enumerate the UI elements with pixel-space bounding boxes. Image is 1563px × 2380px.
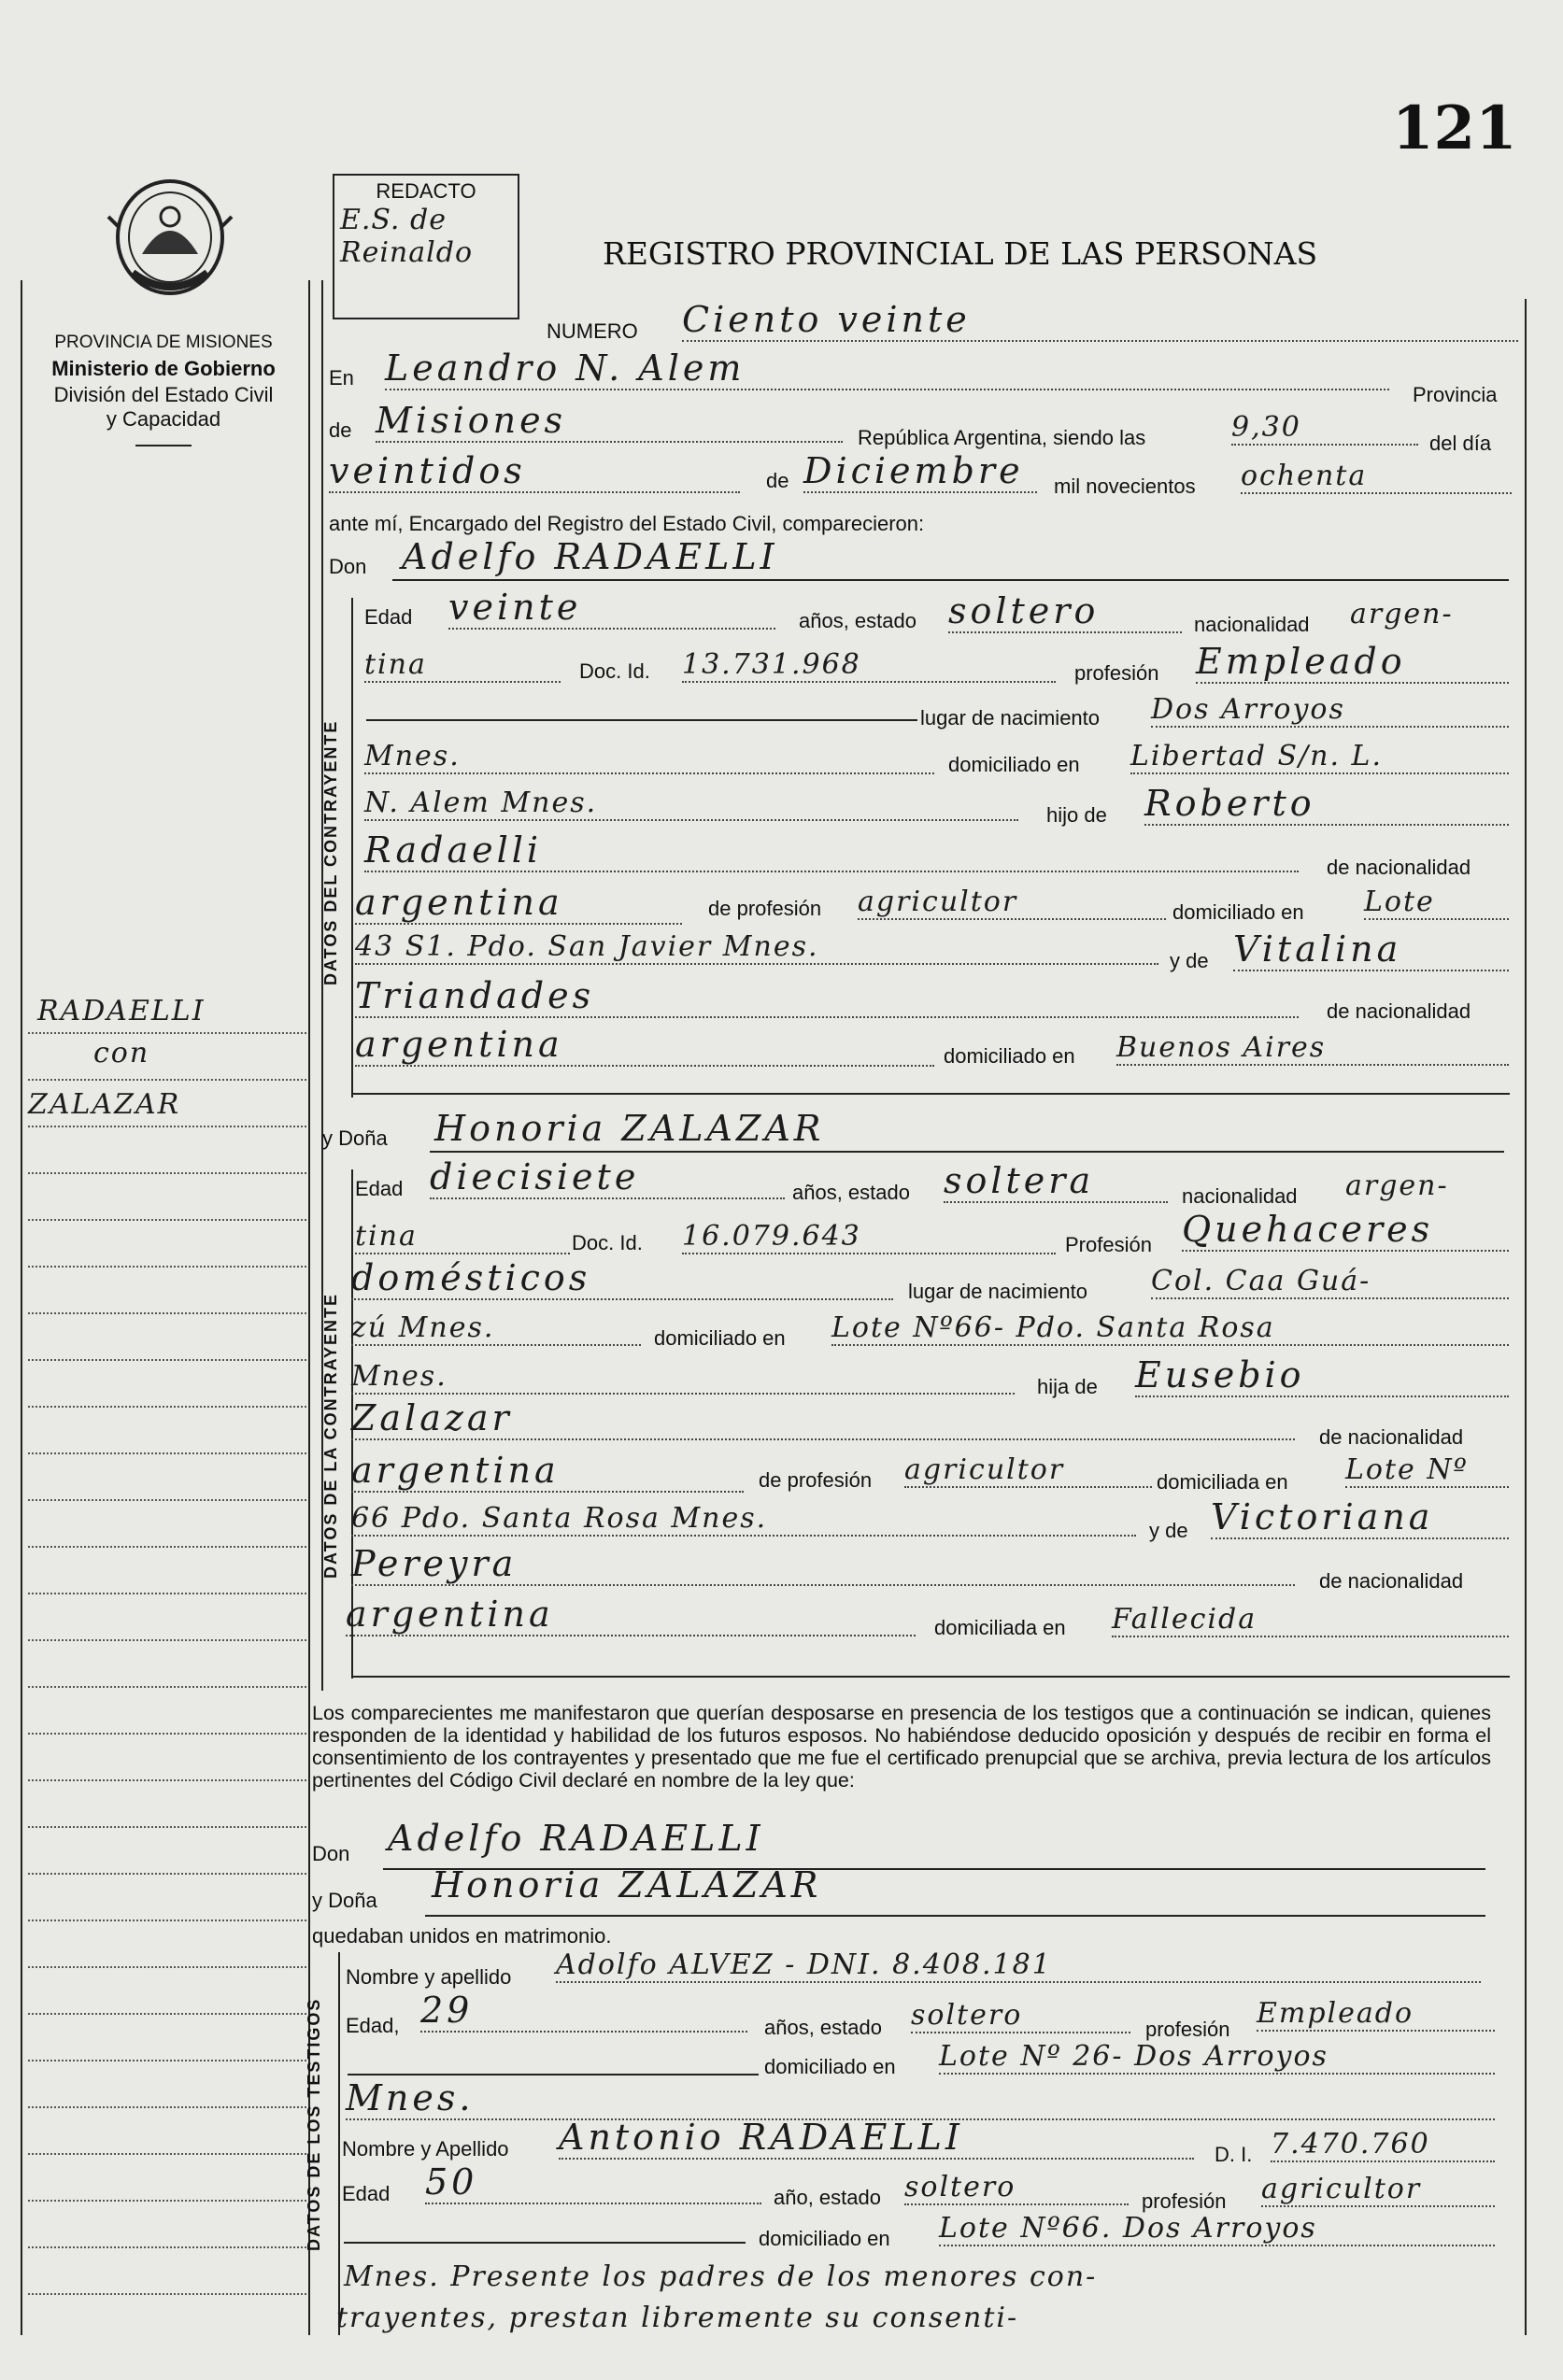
groom-padre-dom: Lote bbox=[1364, 885, 1509, 920]
groom-estado: soltero bbox=[948, 590, 1182, 633]
groom-hijo-label: hijo de bbox=[1046, 803, 1107, 827]
w1-dom-2: Mnes. bbox=[346, 2077, 1495, 2120]
w2-name: Antonio RADAELLI bbox=[559, 2117, 1194, 2160]
bride-hija-label: hija de bbox=[1037, 1375, 1098, 1398]
groom-lugar-2: Mnes. bbox=[364, 740, 934, 774]
groom-padre-nac-label: de nacionalidad bbox=[1327, 856, 1471, 879]
bride-padre-2: Zalazar bbox=[351, 1397, 1295, 1440]
bride-edad-label: Edad bbox=[355, 1177, 404, 1200]
groom-edad-label: Edad bbox=[364, 605, 413, 629]
bride-section-label: DATOS DE LA CONTRAYENTE bbox=[321, 1292, 340, 1579]
w2-di-label: D. I. bbox=[1215, 2143, 1253, 2166]
page-number: 121 bbox=[1392, 93, 1517, 163]
groom-madre: Vitalina bbox=[1233, 928, 1509, 971]
w1-name-label: Nombre y apellido bbox=[346, 1965, 512, 1989]
groom-edad: veinte bbox=[448, 587, 775, 630]
w1-prof: Empleado bbox=[1257, 1997, 1495, 2032]
day-value: veintidos bbox=[329, 450, 740, 493]
ante-label: ante mí, Encargado del Registro del Estado Civil, comparecieron: bbox=[329, 512, 925, 535]
division-label-2: y Capacidad bbox=[106, 407, 221, 431]
numero-label: NUMERO bbox=[547, 319, 638, 343]
statement-don-name: Adelfo RADAELLI bbox=[388, 1818, 764, 1859]
margin-note-line3: ZALAZAR bbox=[28, 1088, 181, 1121]
bride-nac-label: nacionalidad bbox=[1182, 1184, 1298, 1208]
groom-padre-prof: agricultor bbox=[858, 885, 1166, 920]
w2-name-label: Nombre y Apellido bbox=[342, 2137, 509, 2160]
republica-label: República Argentina, siendo las bbox=[858, 426, 1146, 449]
groom-madre-nac: argentina bbox=[355, 1024, 934, 1067]
don-label: Don bbox=[329, 555, 367, 578]
groom-lugar: Dos Arroyos bbox=[1151, 693, 1509, 728]
redacto-value-2: Reinaldo bbox=[340, 236, 474, 269]
bride-profesion: Quehaceres bbox=[1182, 1209, 1509, 1252]
groom-section-label: DATOS DEL CONTRAYENTE bbox=[321, 719, 340, 985]
statement-quedaban: quedaban unidos en matrimonio. bbox=[312, 1924, 612, 1948]
statement-paragraph: Los comparecientes me manifestaron que querían desposarse en presencia de los testigos que a continuación se indican, quienes responden de la identidad y habilidad de los futuros esposos. No habiéndose deducido oposición y después de recibir en forma el consentimiento de los contrayentes y presentado que me fue el certificado prenupcial que se archiva, previa lectura de los artículos pertinentes del Código Civil declaré en nombre de la ley que: bbox=[312, 1702, 1491, 1792]
margin-note-line1: RADAELLI bbox=[37, 995, 206, 1027]
groom-padre: Roberto bbox=[1144, 783, 1509, 826]
ministry-label: Ministerio de Gobierno bbox=[51, 357, 276, 380]
bride-estado: soltera bbox=[944, 1160, 1168, 1203]
bride-domicilio-label: domiciliado en bbox=[654, 1326, 786, 1350]
bride-domicilio-2: Mnes. bbox=[351, 1360, 1015, 1395]
bride-padre-nac-label: de nacionalidad bbox=[1319, 1425, 1464, 1449]
redacto-label: REDACTO bbox=[376, 179, 476, 203]
w2-prof: agricultor bbox=[1261, 2173, 1495, 2207]
w2-dom-label: domiciliado en bbox=[759, 2227, 890, 2250]
groom-doc: 13.731.968 bbox=[682, 648, 1056, 683]
groom-madre-dom-label: domiciliado en bbox=[944, 1044, 1075, 1068]
statement-don-label: Don bbox=[312, 1842, 350, 1865]
w2-note-line2: trayentes, prestan libremente su consenti- bbox=[336, 2302, 1019, 2334]
division-label: División del Estado Civil bbox=[53, 383, 274, 406]
mil-label: mil novecientos bbox=[1054, 475, 1196, 498]
w2-note-line1: Mnes. Presente los padres de los menores con- bbox=[344, 2260, 1098, 2293]
hour-value: 9,30 bbox=[1231, 411, 1418, 446]
de-label-2: de bbox=[766, 469, 789, 492]
province-value: Misiones bbox=[376, 400, 843, 443]
groom-madre-2: Triandades bbox=[355, 975, 1299, 1018]
groom-nacionalidad-2: tina bbox=[364, 648, 561, 683]
groom-name: Adelfo RADAELLI bbox=[402, 536, 778, 577]
groom-doc-label: Doc. Id. bbox=[579, 659, 650, 683]
del-dia-label: del día bbox=[1429, 432, 1492, 455]
provincia-label: Provincia bbox=[1413, 383, 1498, 406]
province-label: PROVINCIA DE MISIONES bbox=[54, 333, 273, 352]
bride-madre-2: Pereyra bbox=[351, 1543, 1295, 1586]
bride-madre-nac-label: de nacionalidad bbox=[1319, 1569, 1464, 1593]
groom-padre-dom-2: 43 S1. Pdo. San Javier Mnes. bbox=[355, 930, 1158, 965]
w1-dom-label: domiciliado en bbox=[764, 2055, 896, 2078]
groom-madre-nac-label: de nacionalidad bbox=[1327, 999, 1471, 1023]
redacto-box bbox=[333, 174, 519, 319]
bride-lugar-label: lugar de nacimiento bbox=[908, 1280, 1088, 1303]
w1-edad: 29 bbox=[420, 1990, 747, 2033]
w2-edad: 50 bbox=[425, 2161, 761, 2204]
groom-padre-nac: argentina bbox=[355, 882, 682, 925]
groom-nac-label: nacionalidad bbox=[1194, 613, 1310, 636]
w2-dom: Lote Nº66. Dos Arroyos bbox=[939, 2212, 1495, 2246]
bride-edad: diecisiete bbox=[430, 1156, 785, 1199]
groom-padre-dom-label: domiciliado en bbox=[1172, 900, 1304, 924]
en-label: En bbox=[329, 366, 354, 390]
dona-label: y Doña bbox=[322, 1126, 388, 1150]
bride-doc: 16.079.643 bbox=[682, 1220, 1056, 1254]
bride-anos-label: años, estado bbox=[792, 1181, 910, 1204]
groom-y-de-label: y de bbox=[1170, 949, 1209, 972]
bride-padre-prof-label: de profesión bbox=[759, 1468, 873, 1492]
witness-section-label: DATOS DE LOS TESTIGOS bbox=[305, 1997, 323, 2251]
bride-padre-dom-2: 66 Pdo. Santa Rosa Mnes. bbox=[351, 1502, 1136, 1537]
groom-padre-2: Radaelli bbox=[364, 829, 1299, 872]
w1-name: Adolfo ALVEZ - DNI. 8.408.181 bbox=[556, 1948, 1481, 1983]
redacto-value: E.S. de bbox=[340, 204, 447, 236]
w1-edad-label: Edad, bbox=[346, 2014, 400, 2037]
bride-nacionalidad: argen- bbox=[1345, 1169, 1449, 1202]
w2-prof-label: profesión bbox=[1142, 2189, 1227, 2213]
bride-doc-label: Doc. Id. bbox=[572, 1231, 643, 1254]
groom-profesion-label: profesión bbox=[1074, 661, 1159, 685]
bride-y-de-label: y de bbox=[1149, 1519, 1188, 1542]
numero-value: Ciento veinte bbox=[682, 299, 1518, 342]
groom-profesion: Empleado bbox=[1196, 641, 1509, 684]
groom-lugar-label: lugar de nacimiento bbox=[920, 706, 1101, 730]
statement-dona-label: y Doña bbox=[312, 1889, 377, 1912]
misiones-seal-logo bbox=[105, 170, 235, 310]
margin-note-line2: con bbox=[93, 1037, 150, 1070]
bride-profesion-2: domésticos bbox=[351, 1257, 893, 1300]
bride-padre-prof: agricultor bbox=[904, 1453, 1152, 1488]
de-label: de bbox=[329, 418, 352, 442]
statement-dona-name: Honoria ZALAZAR bbox=[432, 1864, 822, 1905]
w2-di: 7.470.760 bbox=[1271, 2128, 1495, 2162]
bride-padre-nac: argentina bbox=[351, 1450, 744, 1493]
groom-domicilio: Libertad S/n. L. bbox=[1130, 740, 1509, 774]
w1-estado-label: años, estado bbox=[764, 2016, 882, 2039]
bride-lugar-2: zú Mnes. bbox=[351, 1311, 641, 1346]
w2-edad-label: Edad bbox=[342, 2182, 391, 2205]
bride-madre-dom: Fallecida bbox=[1112, 1603, 1509, 1637]
bride-lugar: Col. Caa Guá- bbox=[1151, 1265, 1509, 1299]
groom-domicilio-2: N. Alem Mnes. bbox=[364, 786, 1018, 821]
bride-madre: Victoriana bbox=[1211, 1496, 1509, 1539]
bride-nacionalidad-2: tina bbox=[355, 1220, 570, 1254]
w2-estado: soltero bbox=[904, 2171, 1129, 2205]
year-value: ochenta bbox=[1241, 460, 1512, 494]
w2-estado-label: año, estado bbox=[774, 2186, 881, 2209]
w1-prof-label: profesión bbox=[1145, 2018, 1230, 2041]
bride-padre-dom-label: domiciliada en bbox=[1157, 1470, 1288, 1494]
bride-domicilio: Lote Nº66- Pdo. Santa Rosa bbox=[831, 1311, 1509, 1346]
groom-madre-dom: Buenos Aires bbox=[1116, 1031, 1509, 1066]
w1-estado: soltero bbox=[911, 1999, 1130, 2033]
place-value: Leandro N. Alem bbox=[385, 347, 1389, 390]
w1-dom: Lote Nº 26- Dos Arroyos bbox=[939, 2040, 1495, 2075]
groom-nacionalidad: argen- bbox=[1350, 598, 1454, 630]
bride-padre-dom: Lote Nº bbox=[1345, 1453, 1509, 1488]
bride-madre-nac: argentina bbox=[346, 1594, 916, 1636]
bride-padre: Eusebio bbox=[1135, 1354, 1509, 1397]
groom-padre-prof-label: de profesión bbox=[708, 897, 822, 920]
groom-domicilio-label: domiciliado en bbox=[948, 753, 1080, 776]
bride-name: Honoria ZALAZAR bbox=[434, 1108, 825, 1149]
bride-profesion-label: Profesión bbox=[1065, 1233, 1152, 1256]
groom-anos-label: años, estado bbox=[799, 609, 916, 632]
month-value: Diciembre bbox=[803, 450, 1037, 493]
registry-title: REGISTRO PROVINCIAL DE LAS PERSONAS bbox=[603, 235, 1318, 272]
bride-madre-dom-label: domiciliada en bbox=[934, 1616, 1066, 1639]
